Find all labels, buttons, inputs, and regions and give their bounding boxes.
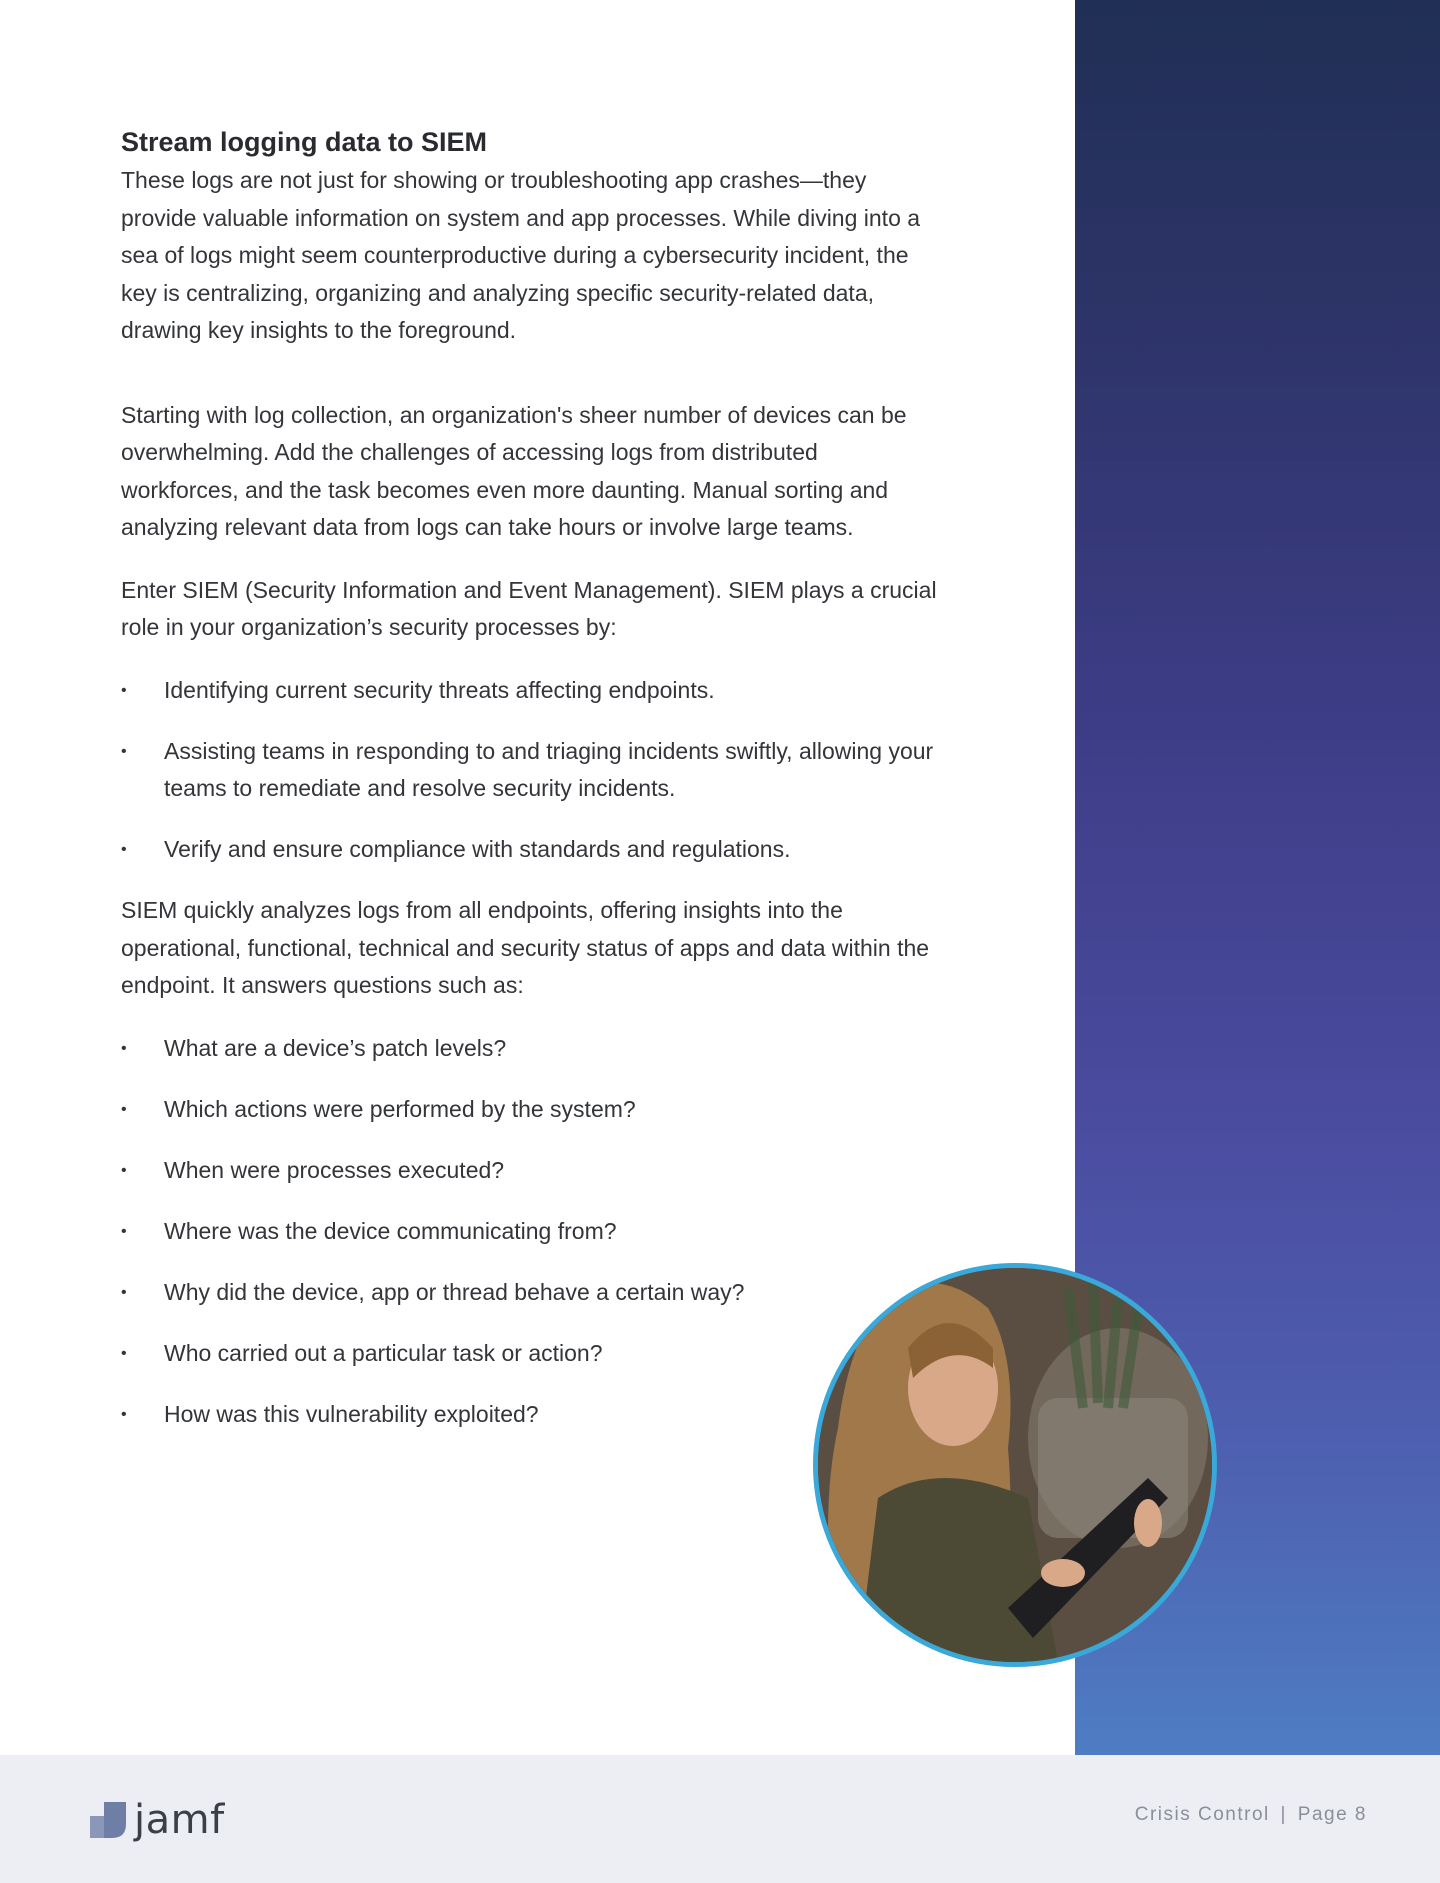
siem-intro-paragraph: Enter SIEM (Security Information and Event Management). SIEM plays a crucial role in your organization’s security processes by: <box>121 576 937 640</box>
section-heading: Stream logging data to SIEM <box>121 127 488 157</box>
list-item: • Why did the device, app or thread behave a certain way? <box>121 1274 941 1312</box>
photo-illustration <box>818 1268 1212 1662</box>
jamf-logo-icon <box>90 1802 126 1838</box>
logo-wordmark: jamf <box>134 1797 225 1843</box>
intro-paragraph: These logs are not just for showing or troubleshooting app crashes—they provide valuable information on system and app processes. While diving into a sea of logs might seem counterproductive during a cybersecurity incident, the key is centralizing, organizing and analyzing specific security-related data, drawing key insights to the foreground. <box>121 167 921 343</box>
list-item: • How was this vulnerability exploited? <box>121 1396 941 1434</box>
bullet-icon: • <box>121 1222 127 1240</box>
bullet-icon: • <box>121 1405 127 1423</box>
list-item: • Assisting teams in responding to and triaging incidents swiftly, allowing your teams to remediate and resolve security incidents. <box>121 733 941 808</box>
list-item: • Who carried out a particular task or action? <box>121 1335 941 1373</box>
list-item: • Identifying current security threats affecting endpoints. <box>121 672 941 710</box>
jamf-logo <box>90 1795 225 1845</box>
list-item: • When were processes executed? <box>121 1152 941 1190</box>
bullet-icon: • <box>121 1100 127 1118</box>
siem-analysis-paragraph: SIEM quickly analyzes logs from all endpoints, offering insights into the operational, functional, technical and security status of apps and data within the endpoint. It answers questions such as: <box>121 897 930 998</box>
bullet-icon: • <box>121 1161 127 1179</box>
footer-separator: | <box>1280 1804 1287 1825</box>
siem-roles-list <box>121 672 941 869</box>
bullet-icon: • <box>121 742 127 760</box>
bullet-icon: • <box>121 841 127 858</box>
bullet-icon: • <box>121 1283 127 1301</box>
list-item: • What are a device’s patch levels? <box>121 1030 941 1068</box>
main-content <box>121 124 941 1457</box>
questions-list <box>121 1030 941 1434</box>
footer-page-info <box>1135 1804 1367 1826</box>
bullet-icon: • <box>121 1039 127 1057</box>
document-title: Crisis Control <box>1134 1804 1270 1825</box>
woman-with-tablet-photo <box>813 1263 1217 1667</box>
bullet-icon: • <box>121 1344 127 1362</box>
bullet-icon: • <box>121 681 127 699</box>
list-item: • Which actions were performed by the system? <box>121 1091 941 1129</box>
page-number: Page 8 <box>1297 1804 1367 1825</box>
log-collection-paragraph: Starting with log collection, an organization's sheer number of devices can be overwhelming. Add the challenges of accessing logs from distributed workforces, and the task becomes even more daunting. Manual sorting and analyzing relevant data from logs can take hours or involve large teams. <box>121 401 907 540</box>
list-item: • Where was the device communicating from? <box>121 1213 941 1251</box>
list-item: • Verify and ensure compliance with standards and regulations. <box>121 831 941 869</box>
